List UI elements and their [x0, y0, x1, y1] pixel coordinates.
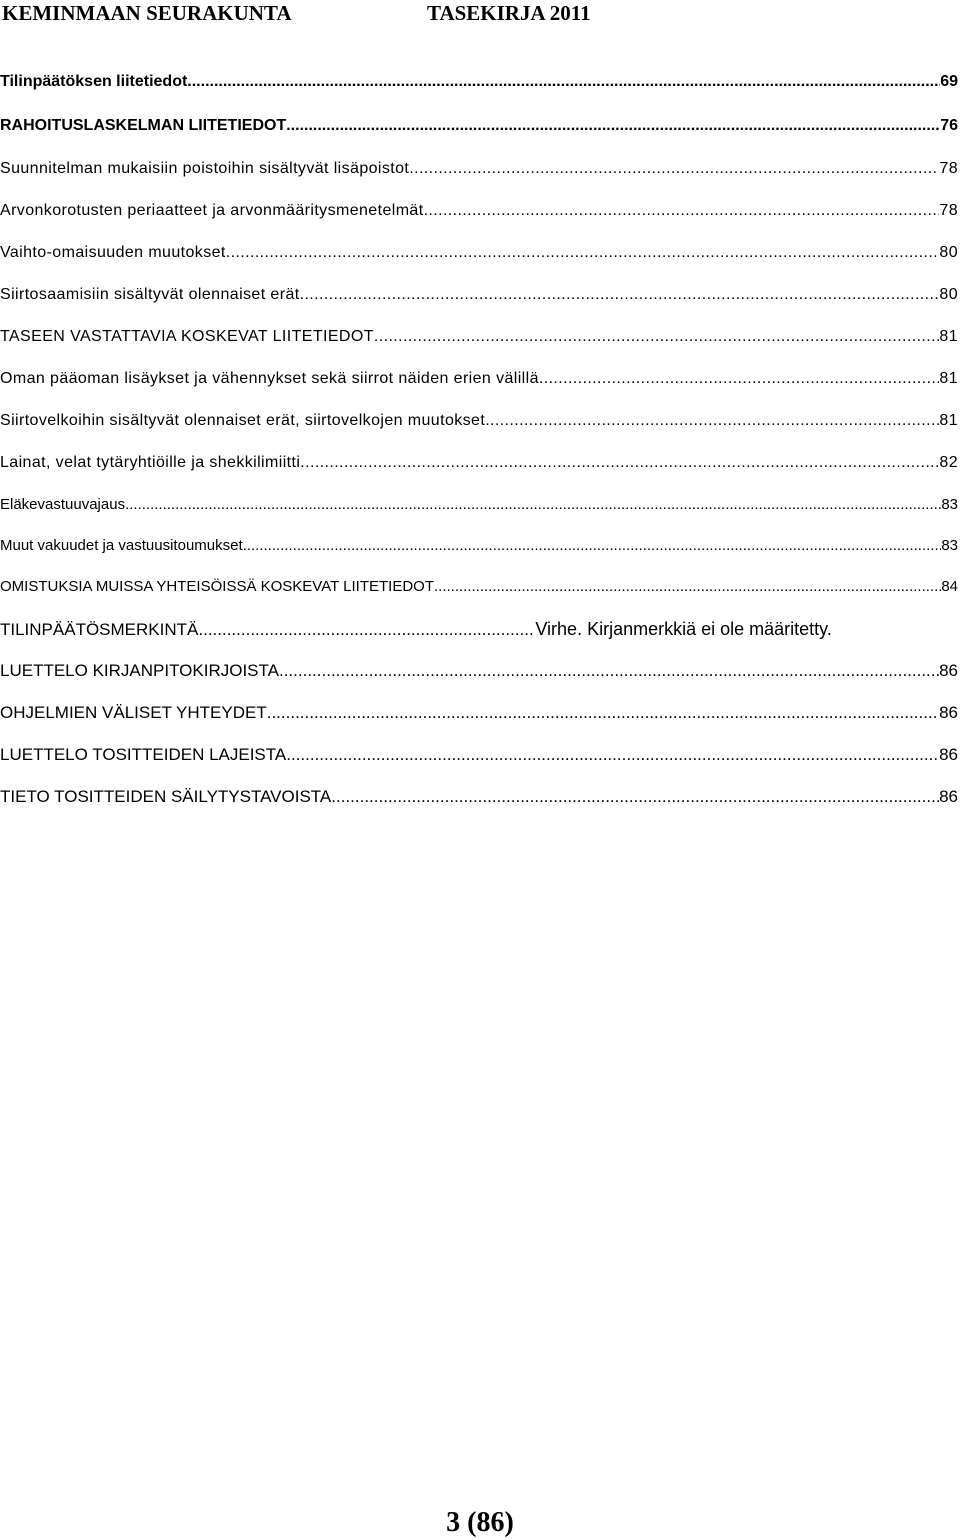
toc-entry[interactable]	[0, 412, 958, 430]
toc-entry-label: Siirtovelkoihin sisältyvät olennaiset erät, siirtovelkojen muutokset	[0, 412, 486, 429]
page-header	[0, 0, 960, 30]
toc-entry[interactable]	[0, 578, 958, 595]
toc-entry-page: 82	[939, 454, 958, 471]
toc-entry-label: Lainat, velat tytäryhtiöille ja shekkilimiitti	[0, 454, 301, 471]
toc-entry-page: 86	[939, 703, 958, 722]
toc-entry[interactable]	[0, 370, 958, 388]
page-number: 3 (86)	[446, 1507, 514, 1538]
toc-entry-page: 81	[939, 412, 958, 429]
toc-entry[interactable]	[0, 745, 958, 765]
toc-entry-page: 80	[939, 244, 958, 261]
toc-entry-page: 81	[939, 328, 958, 345]
toc-entry[interactable]	[0, 328, 958, 346]
toc-entry-page: 78	[939, 202, 958, 219]
toc-entry-page: Virhe. Kirjanmerkkiä ei ole määritetty.	[535, 619, 832, 639]
toc-entry-label: Eläkevastuuvajaus	[0, 496, 126, 513]
toc-entry-label: Suunnitelman mukaisiin poistoihin sisältyvät lisäpoistot	[0, 160, 410, 177]
toc-entry-label: RAHOITUSLASKELMAN LIITETIEDOT	[0, 117, 287, 134]
toc-entry[interactable]	[0, 73, 958, 91]
toc-entry-label: Vaihto-omaisuuden muutokset	[0, 244, 226, 261]
toc-entry-page: 84	[941, 578, 958, 595]
toc-entry-label: TIETO TOSITTEIDEN SÄILYTYSTAVOISTA	[0, 787, 332, 806]
toc-entry-page: 78	[939, 160, 958, 177]
toc-entry[interactable]	[0, 496, 958, 513]
organization-name: KEMINMAAN SEURAKUNTA	[2, 1, 292, 25]
toc-entry-label: Oman pääoman lisäykset ja vähennykset sekä siirrot näiden erien välillä	[0, 370, 539, 387]
toc-entry[interactable]	[0, 703, 958, 723]
toc-entry[interactable]	[0, 244, 958, 262]
toc-entry-label: LUETTELO KIRJANPITOKIRJOISTA	[0, 661, 279, 680]
toc-entry[interactable]	[0, 537, 958, 554]
toc-entry-page: 86	[939, 787, 958, 806]
toc-entry-label: Siirtosaamisiin sisältyvät olennaiset erät	[0, 286, 300, 303]
toc-entry-label: OHJELMIEN VÄLISET YHTEYDET	[0, 703, 267, 722]
toc-entry[interactable]	[0, 661, 958, 681]
toc-entry-page: 69	[940, 73, 958, 90]
toc-entry-page: 83	[941, 496, 958, 513]
toc-entry[interactable]	[0, 286, 958, 304]
toc-entry-label: TASEEN VASTATTAVIA KOSKEVAT LIITETIEDOT	[0, 328, 374, 345]
toc-entry-label: LUETTELO TOSITTEIDEN LAJEISTA	[0, 745, 287, 764]
toc-entry-page: 83	[941, 537, 958, 554]
toc-entry[interactable]	[0, 117, 958, 135]
toc-entry-label: Muut vakuudet ja vastuusitoumukset	[0, 537, 243, 554]
toc-entry-page: 76	[940, 117, 958, 134]
toc-entry-label: Arvonkorotusten periaatteet ja arvonmääritysmenetelmät	[0, 202, 424, 219]
toc-entry[interactable]	[0, 202, 958, 220]
toc-entry[interactable]	[0, 619, 960, 640]
toc-entry-page: 86	[939, 661, 958, 680]
toc-entry-page: 80	[939, 286, 958, 303]
toc-entry-label: TILINPÄÄTÖSMERKINTÄ	[0, 620, 199, 639]
toc-entry[interactable]	[0, 160, 958, 178]
toc-entry-page: 86	[939, 745, 958, 764]
toc-entry[interactable]	[0, 454, 958, 472]
document-title: TASEKIRJA 2011	[427, 1, 591, 25]
toc-entry-label: Tilinpäätöksen liitetiedot.	[0, 73, 192, 90]
toc-entry-page: 81	[939, 370, 958, 387]
toc-entry[interactable]	[0, 787, 958, 807]
toc-entry-label: OMISTUKSIA MUISSA YHTEISÖISSÄ KOSKEVAT LIITETIEDOT	[0, 578, 434, 595]
